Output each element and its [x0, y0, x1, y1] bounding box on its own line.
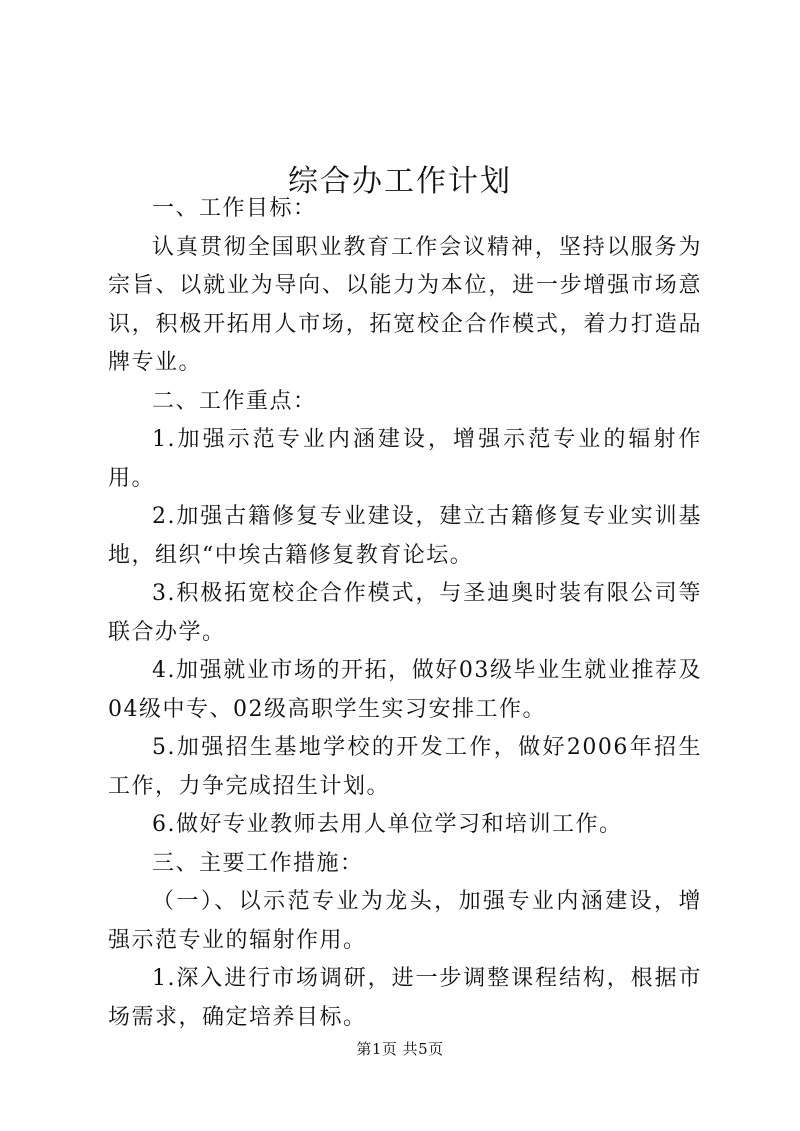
subheading-measure-1: （一）、以示范专业为龙头，加强专业内涵建设，增强示范专业的辐射作用。: [108, 889, 702, 953]
list-item-focus-4: 4.加强就业市场的开拓，做好03级毕业生就业推荐及04级中专、02级高职学生实习安排工作。: [108, 658, 702, 722]
paragraph-goals-text: 认真贯彻全国职业教育工作会议精神，坚持以服务为宗旨、以就业为导向、以能力为本位，进一步增强市场意识，积极开拓用人市场，拓宽校企合作模式，着力打造品牌专业。: [108, 234, 702, 375]
document-body: [108, 190, 702, 1037]
page-footer: 第1页 共5页: [356, 1040, 444, 1058]
list-item-focus-1: 1.加强示范专业内涵建设，增强示范专业的辐射作用。: [108, 427, 702, 491]
heading-work-focus: 二、工作重点：: [152, 388, 317, 414]
list-item-focus-6: 6.做好专业教师去用人单位学习和培训工作。: [152, 812, 623, 837]
list-item-focus-3: 3.积极拓宽校企合作模式，与圣迪奥时装有限公司等联合办学。: [108, 581, 702, 645]
list-item-focus-5: 5.加强招生基地学校的开发工作，做好2006年招生工作，力争完成招生计划。: [108, 735, 702, 799]
list-item-focus-2: 2.加强古籍修复专业建设，建立古籍修复专业实训基地，组织“中埃古籍修复教育论坛。: [108, 504, 702, 568]
document-title: 综合办工作计划: [288, 164, 512, 200]
heading-work-goals: 一、工作目标：: [152, 196, 317, 221]
heading-main-measures: 三、主要工作措施：: [152, 850, 364, 876]
list-item-measure-1: 1.深入进行市场调研，进一步调整课程结构，根据市场需求，确定培养目标。: [108, 966, 702, 1030]
